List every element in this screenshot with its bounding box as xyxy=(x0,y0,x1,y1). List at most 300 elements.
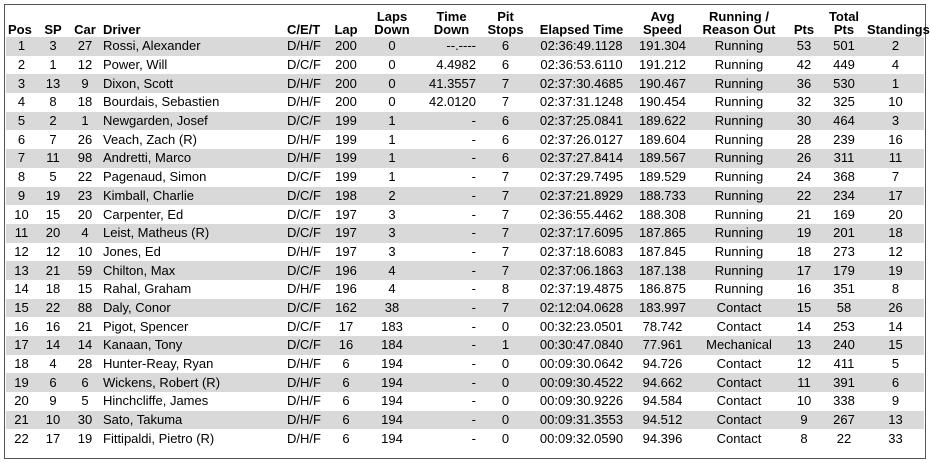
cell-total-pts: 325 xyxy=(833,94,855,110)
cell-laps-down: 194 xyxy=(363,411,421,430)
cell-lap: 200 xyxy=(329,37,363,56)
cell-car: 28 xyxy=(77,356,93,372)
cell-pit-stops: 7 xyxy=(482,224,529,243)
cell-car: 27 xyxy=(69,37,101,56)
cell-pos: 2 xyxy=(17,57,26,73)
cell-avg-speed: 189.604 xyxy=(639,131,686,147)
cell-cet: D/C/F xyxy=(285,261,329,280)
cell-laps-down: 184 xyxy=(363,336,421,355)
cell-time-down: --.---- xyxy=(421,37,482,56)
cell-cet: D/C/F xyxy=(285,112,329,131)
cell-pos: 11 xyxy=(6,224,37,243)
table-row xyxy=(6,56,924,75)
results-table xyxy=(6,6,930,448)
cell-pos: 5 xyxy=(6,112,37,131)
cell-pos: 15 xyxy=(6,299,37,318)
cell-elapsed-time: 00:09:31.3553 xyxy=(529,411,634,430)
cell-sp: 22 xyxy=(37,299,69,318)
cell-sp: 1 xyxy=(49,57,57,73)
cell-driver: Bourdais, Sebastien xyxy=(103,94,220,110)
cell-status: Running xyxy=(691,112,787,131)
cell-pos: 18 xyxy=(14,356,29,372)
cell-time-down: - xyxy=(471,131,476,147)
cell-status: Running xyxy=(691,261,787,280)
cell-total-pts: 179 xyxy=(821,261,867,280)
cell-elapsed-time: 02:12:04.0628 xyxy=(529,299,634,318)
cell-time-down: - xyxy=(471,430,476,446)
cell-sp: 18 xyxy=(45,281,61,297)
table-row xyxy=(6,149,924,168)
cell-car: 88 xyxy=(69,299,101,318)
cell-laps-down: 194 xyxy=(381,393,403,409)
cell-driver: Pagenaud, Simon xyxy=(103,169,207,185)
cell-pit-stops: 6 xyxy=(501,131,510,147)
cell-time-down: - xyxy=(471,281,476,297)
cell-status: Running xyxy=(714,206,764,222)
cell-standings: 26 xyxy=(867,299,924,318)
cell-pts: 8 xyxy=(800,430,808,446)
cell-pts: 32 xyxy=(796,94,812,110)
cell-total-pts: 501 xyxy=(821,37,867,56)
cell-driver: Jones, Ed xyxy=(103,243,161,259)
cell-cet: D/H/F xyxy=(287,94,321,110)
cell-total-pts: 368 xyxy=(833,169,855,185)
cell-pos: 7 xyxy=(6,149,37,168)
results-body xyxy=(6,37,924,448)
cell-elapsed-time: 02:37:18.6083 xyxy=(539,243,624,259)
cell-pos: 19 xyxy=(6,373,37,392)
cell-status: Contact xyxy=(716,318,762,334)
header-running-reason-out: Running / Reason Out xyxy=(702,9,776,37)
cell-lap: 199 xyxy=(335,131,357,147)
cell-total-pts: 449 xyxy=(833,57,855,73)
cell-status: Mechanical xyxy=(691,336,787,355)
cell-status: Contact xyxy=(716,356,762,372)
cell-pts: 28 xyxy=(796,131,812,147)
header-row xyxy=(6,6,924,37)
cell-avg-speed: 94.726 xyxy=(642,356,683,372)
cell-cet: D/C/F xyxy=(287,57,321,73)
cell-pos: 22 xyxy=(14,430,29,446)
cell-avg-speed: 190.454 xyxy=(639,94,686,110)
cell-time-down: - xyxy=(421,224,482,243)
cell-elapsed-time: 02:37:21.8929 xyxy=(529,187,634,206)
cell-pit-stops: 0 xyxy=(501,356,510,372)
cell-avg-speed: 190.467 xyxy=(634,74,691,93)
header-sp: SP xyxy=(44,22,62,37)
cell-pos: 1 xyxy=(6,37,37,56)
cell-time-down: - xyxy=(421,112,482,131)
cell-driver: Chilton, Max xyxy=(101,261,285,280)
cell-total-pts: 530 xyxy=(821,74,867,93)
cell-pts: 12 xyxy=(796,356,812,372)
cell-pit-stops: 0 xyxy=(501,393,510,409)
cell-sp: 3 xyxy=(37,37,69,56)
cell-lap: 6 xyxy=(342,393,350,409)
cell-pit-stops: 0 xyxy=(482,373,529,392)
cell-status: Contact xyxy=(691,411,787,430)
cell-laps-down: 4 xyxy=(363,261,421,280)
cell-pts: 18 xyxy=(796,243,812,259)
cell-pos: 3 xyxy=(6,74,37,93)
cell-driver: Andretti, Marco xyxy=(101,149,285,168)
cell-time-down: 41.3557 xyxy=(421,74,482,93)
cell-lap: 199 xyxy=(329,112,363,131)
cell-elapsed-time: 02:37:17.6095 xyxy=(529,224,634,243)
cell-pit-stops: 7 xyxy=(501,206,510,222)
cell-cet: D/H/F xyxy=(285,74,329,93)
cell-avg-speed: 187.865 xyxy=(634,224,691,243)
cell-standings: 33 xyxy=(888,430,903,446)
cell-lap: 197 xyxy=(335,206,357,222)
cell-elapsed-time: 00:09:30.9226 xyxy=(539,393,624,409)
cell-sp: 14 xyxy=(37,336,69,355)
cell-total-pts: 22 xyxy=(836,430,852,446)
cell-standings: 13 xyxy=(867,411,924,430)
cell-laps-down: 183 xyxy=(381,318,403,334)
cell-driver: Dixon, Scott xyxy=(101,74,285,93)
table-row xyxy=(6,187,924,206)
cell-avg-speed: 94.584 xyxy=(642,393,683,409)
cell-pos: 10 xyxy=(14,206,29,222)
cell-lap: 199 xyxy=(329,149,363,168)
cell-laps-down: 3 xyxy=(388,243,396,259)
cell-laps-down: 2 xyxy=(363,187,421,206)
cell-standings: 11 xyxy=(867,149,924,168)
cell-pos: 21 xyxy=(6,411,37,430)
table-row xyxy=(6,336,924,355)
cell-laps-down: 3 xyxy=(363,224,421,243)
cell-pos: 9 xyxy=(6,187,37,206)
cell-total-pts: 464 xyxy=(821,112,867,131)
cell-elapsed-time: 02:37:27.8414 xyxy=(529,149,634,168)
cell-laps-down: 0 xyxy=(388,94,396,110)
cell-lap: 196 xyxy=(335,281,357,297)
cell-pos: 16 xyxy=(14,318,29,334)
table-row xyxy=(6,355,924,374)
cell-avg-speed: 189.529 xyxy=(639,169,686,185)
cell-time-down: - xyxy=(421,187,482,206)
cell-lap: 200 xyxy=(335,57,357,73)
cell-standings: 16 xyxy=(888,131,903,147)
cell-car: 18 xyxy=(77,94,93,110)
cell-pos: 13 xyxy=(6,261,37,280)
cell-pts: 10 xyxy=(796,393,812,409)
cell-elapsed-time: 02:37:06.1863 xyxy=(529,261,634,280)
cell-lap: 199 xyxy=(335,169,357,185)
table-row xyxy=(6,130,924,149)
table-row xyxy=(6,411,924,430)
cell-pts: 24 xyxy=(796,169,812,185)
cell-driver: Power, Will xyxy=(103,57,168,73)
cell-standings: 3 xyxy=(867,112,924,131)
cell-time-down: - xyxy=(421,336,482,355)
cell-standings: 10 xyxy=(888,94,903,110)
table-row xyxy=(6,373,924,392)
header-driver: Driver xyxy=(103,22,141,37)
table-row xyxy=(6,37,924,56)
cell-time-down: - xyxy=(421,149,482,168)
cell-cet: D/H/F xyxy=(287,131,321,147)
cell-time-down: - xyxy=(471,169,476,185)
cell-pit-stops: 6 xyxy=(501,57,510,73)
cell-elapsed-time: 00:09:30.0642 xyxy=(539,356,624,372)
cell-laps-down: 0 xyxy=(363,74,421,93)
cell-standings: 18 xyxy=(867,224,924,243)
cell-laps-down: 194 xyxy=(381,430,403,446)
cell-pos: 12 xyxy=(14,243,29,259)
cell-car: 20 xyxy=(77,206,93,222)
header-elapsed-time: Elapsed Time xyxy=(539,22,624,37)
cell-status: Running xyxy=(714,169,764,185)
cell-avg-speed: 191.304 xyxy=(634,37,691,56)
cell-cet: D/C/F xyxy=(285,336,329,355)
cell-standings: 17 xyxy=(867,187,924,206)
table-row xyxy=(6,392,924,411)
cell-avg-speed: 188.308 xyxy=(639,206,686,222)
cell-pit-stops: 0 xyxy=(501,318,510,334)
cell-car: 1 xyxy=(69,112,101,131)
cell-status: Running xyxy=(714,281,764,297)
header-total-pts: Total Pts xyxy=(828,9,860,37)
cell-cet: D/C/F xyxy=(287,318,321,334)
cell-elapsed-time: 02:37:25.0841 xyxy=(529,112,634,131)
cell-laps-down: 0 xyxy=(388,57,396,73)
cell-driver: Pigot, Spencer xyxy=(103,318,189,334)
cell-car: 30 xyxy=(69,411,101,430)
table-row xyxy=(6,317,924,336)
cell-avg-speed: 186.875 xyxy=(639,281,686,297)
cell-pit-stops: 6 xyxy=(482,149,529,168)
cell-sp: 15 xyxy=(45,206,61,222)
cell-time-down: 42.0120 xyxy=(429,94,476,110)
cell-pit-stops: 0 xyxy=(482,411,529,430)
cell-cet: D/C/F xyxy=(287,169,321,185)
cell-time-down: - xyxy=(471,318,476,334)
cell-car: 4 xyxy=(69,224,101,243)
cell-pts: 21 xyxy=(796,206,812,222)
cell-driver: Sato, Takuma xyxy=(101,411,285,430)
table-row xyxy=(6,280,924,299)
cell-driver: Leist, Matheus (R) xyxy=(101,224,285,243)
cell-laps-down: 38 xyxy=(363,299,421,318)
cell-time-down: - xyxy=(421,411,482,430)
cell-lap: 200 xyxy=(329,74,363,93)
cell-car: 98 xyxy=(69,149,101,168)
cell-driver: Kanaan, Tony xyxy=(101,336,285,355)
cell-driver: Daly, Conor xyxy=(101,299,285,318)
cell-elapsed-time: 02:36:55.4462 xyxy=(539,206,624,222)
cell-status: Running xyxy=(714,243,764,259)
cell-status: Running xyxy=(691,224,787,243)
cell-status: Contact xyxy=(716,393,762,409)
cell-pts: 9 xyxy=(787,411,821,430)
cell-elapsed-time: 02:37:31.1248 xyxy=(539,94,624,110)
table-row xyxy=(6,299,924,318)
cell-sp: 10 xyxy=(37,411,69,430)
cell-time-down: - xyxy=(471,393,476,409)
cell-standings: 1 xyxy=(867,74,924,93)
cell-time-down: - xyxy=(421,261,482,280)
cell-sp: 21 xyxy=(37,261,69,280)
table-row xyxy=(6,168,924,187)
header-cet: C/E/T xyxy=(287,22,321,37)
cell-sp: 20 xyxy=(37,224,69,243)
cell-laps-down: 1 xyxy=(363,149,421,168)
cell-pts: 16 xyxy=(796,281,812,297)
cell-lap: 198 xyxy=(329,187,363,206)
cell-driver: Hunter-Reay, Ryan xyxy=(103,356,214,372)
cell-sp: 8 xyxy=(49,94,57,110)
cell-standings: 15 xyxy=(867,336,924,355)
cell-pit-stops: 7 xyxy=(501,243,510,259)
cell-laps-down: 194 xyxy=(381,356,403,372)
cell-lap: 6 xyxy=(342,356,350,372)
header-time-down: Time Down xyxy=(433,9,470,37)
cell-cet: D/H/F xyxy=(285,149,329,168)
cell-total-pts: 169 xyxy=(833,206,855,222)
cell-status: Contact xyxy=(716,430,762,446)
cell-laps-down: 0 xyxy=(363,37,421,56)
cell-cet: D/H/F xyxy=(285,411,329,430)
cell-lap: 6 xyxy=(342,430,350,446)
cell-status: Running xyxy=(714,94,764,110)
cell-driver: Rossi, Alexander xyxy=(101,37,285,56)
cell-lap: 162 xyxy=(329,299,363,318)
cell-status: Running xyxy=(691,74,787,93)
cell-status: Running xyxy=(691,187,787,206)
cell-elapsed-time: 00:32:23.0501 xyxy=(539,318,624,334)
cell-avg-speed: 94.512 xyxy=(634,411,691,430)
cell-time-down: - xyxy=(421,299,482,318)
header-standings: Standings xyxy=(867,22,930,37)
cell-car: 12 xyxy=(77,57,93,73)
cell-status: Running xyxy=(691,149,787,168)
cell-elapsed-time: 02:37:26.0127 xyxy=(539,131,624,147)
cell-laps-down: 1 xyxy=(388,169,396,185)
cell-standings: 14 xyxy=(888,318,903,334)
header-avg-speed: Avg Speed xyxy=(642,9,682,37)
cell-standings: 6 xyxy=(867,373,924,392)
cell-pit-stops: 7 xyxy=(482,187,529,206)
cell-total-pts: 411 xyxy=(833,356,855,372)
cell-pit-stops: 6 xyxy=(482,37,529,56)
cell-pts: 30 xyxy=(787,112,821,131)
table-row xyxy=(6,112,924,131)
table-row xyxy=(6,243,924,262)
cell-elapsed-time: 02:37:19.4875 xyxy=(539,281,624,297)
header-pit-stops: Pit Stops xyxy=(487,9,524,37)
cell-driver: Fittipaldi, Pietro (R) xyxy=(103,430,215,446)
cell-cet: D/C/F xyxy=(287,206,321,222)
cell-car: 15 xyxy=(77,281,93,297)
cell-lap: 197 xyxy=(335,243,357,259)
cell-car: 22 xyxy=(77,169,93,185)
cell-pts: 14 xyxy=(796,318,812,334)
cell-sp: 17 xyxy=(45,430,61,446)
cell-total-pts: 311 xyxy=(821,149,867,168)
cell-avg-speed: 189.567 xyxy=(634,149,691,168)
cell-pts: 13 xyxy=(787,336,821,355)
cell-elapsed-time: 02:36:49.1128 xyxy=(529,37,634,56)
cell-sp: 9 xyxy=(49,393,57,409)
table-row xyxy=(6,261,924,280)
cell-standings: 9 xyxy=(891,393,900,409)
cell-laps-down: 4 xyxy=(388,281,396,297)
cell-cet: D/H/F xyxy=(287,243,321,259)
cell-pos: 8 xyxy=(17,169,26,185)
cell-car: 5 xyxy=(81,393,89,409)
cell-standings: 20 xyxy=(888,206,903,222)
cell-driver: Carpenter, Ed xyxy=(103,206,184,222)
cell-total-pts: 267 xyxy=(821,411,867,430)
cell-cet: D/H/F xyxy=(287,281,321,297)
cell-pts: 36 xyxy=(787,74,821,93)
cell-time-down: - xyxy=(421,373,482,392)
cell-avg-speed: 78.742 xyxy=(642,318,683,334)
cell-pit-stops: 0 xyxy=(501,430,510,446)
cell-sp: 16 xyxy=(45,318,61,334)
cell-elapsed-time: 00:30:47.0840 xyxy=(529,336,634,355)
cell-cet: D/H/F xyxy=(287,430,321,446)
cell-avg-speed: 183.997 xyxy=(634,299,691,318)
cell-driver: Wickens, Robert (R) xyxy=(101,373,285,392)
cell-status: Running xyxy=(714,131,764,147)
header-laps-down: Laps Down xyxy=(374,9,410,37)
cell-standings: 4 xyxy=(891,57,900,73)
cell-pts: 17 xyxy=(787,261,821,280)
cell-lap: 196 xyxy=(329,261,363,280)
cell-driver: Kimball, Charlie xyxy=(101,187,285,206)
cell-laps-down: 1 xyxy=(363,112,421,131)
cell-pos: 14 xyxy=(14,281,29,297)
cell-status: Running xyxy=(691,37,787,56)
cell-pos: 20 xyxy=(14,393,29,409)
cell-standings: 19 xyxy=(867,261,924,280)
cell-driver: Rahal, Graham xyxy=(103,281,192,297)
cell-cet: D/C/F xyxy=(285,224,329,243)
cell-lap: 197 xyxy=(329,224,363,243)
cell-pit-stops: 7 xyxy=(482,74,529,93)
cell-cet: D/H/F xyxy=(285,37,329,56)
cell-sp: 2 xyxy=(37,112,69,131)
cell-cet: D/H/F xyxy=(285,373,329,392)
cell-total-pts: 234 xyxy=(821,187,867,206)
cell-elapsed-time: 02:37:29.7495 xyxy=(539,169,624,185)
cell-avg-speed: 187.138 xyxy=(634,261,691,280)
cell-sp: 7 xyxy=(49,131,57,147)
cell-pit-stops: 1 xyxy=(482,336,529,355)
cell-lap: 6 xyxy=(329,373,363,392)
cell-car: 14 xyxy=(69,336,101,355)
cell-lap: 16 xyxy=(329,336,363,355)
cell-pos: 17 xyxy=(6,336,37,355)
cell-cet: D/H/F xyxy=(287,356,321,372)
cell-total-pts: 351 xyxy=(833,281,855,297)
cell-pit-stops: 7 xyxy=(501,169,510,185)
cell-driver: Newgarden, Josef xyxy=(101,112,285,131)
cell-pit-stops: 8 xyxy=(501,281,510,297)
cell-car: 26 xyxy=(77,131,93,147)
cell-time-down: - xyxy=(471,356,476,372)
cell-pts: 15 xyxy=(787,299,821,318)
cell-status: Running xyxy=(714,57,764,73)
cell-standings: 12 xyxy=(888,243,903,259)
cell-avg-speed: 94.662 xyxy=(634,373,691,392)
cell-car: 9 xyxy=(69,74,101,93)
cell-standings: 5 xyxy=(891,356,900,372)
cell-driver: Veach, Zach (R) xyxy=(103,131,197,147)
